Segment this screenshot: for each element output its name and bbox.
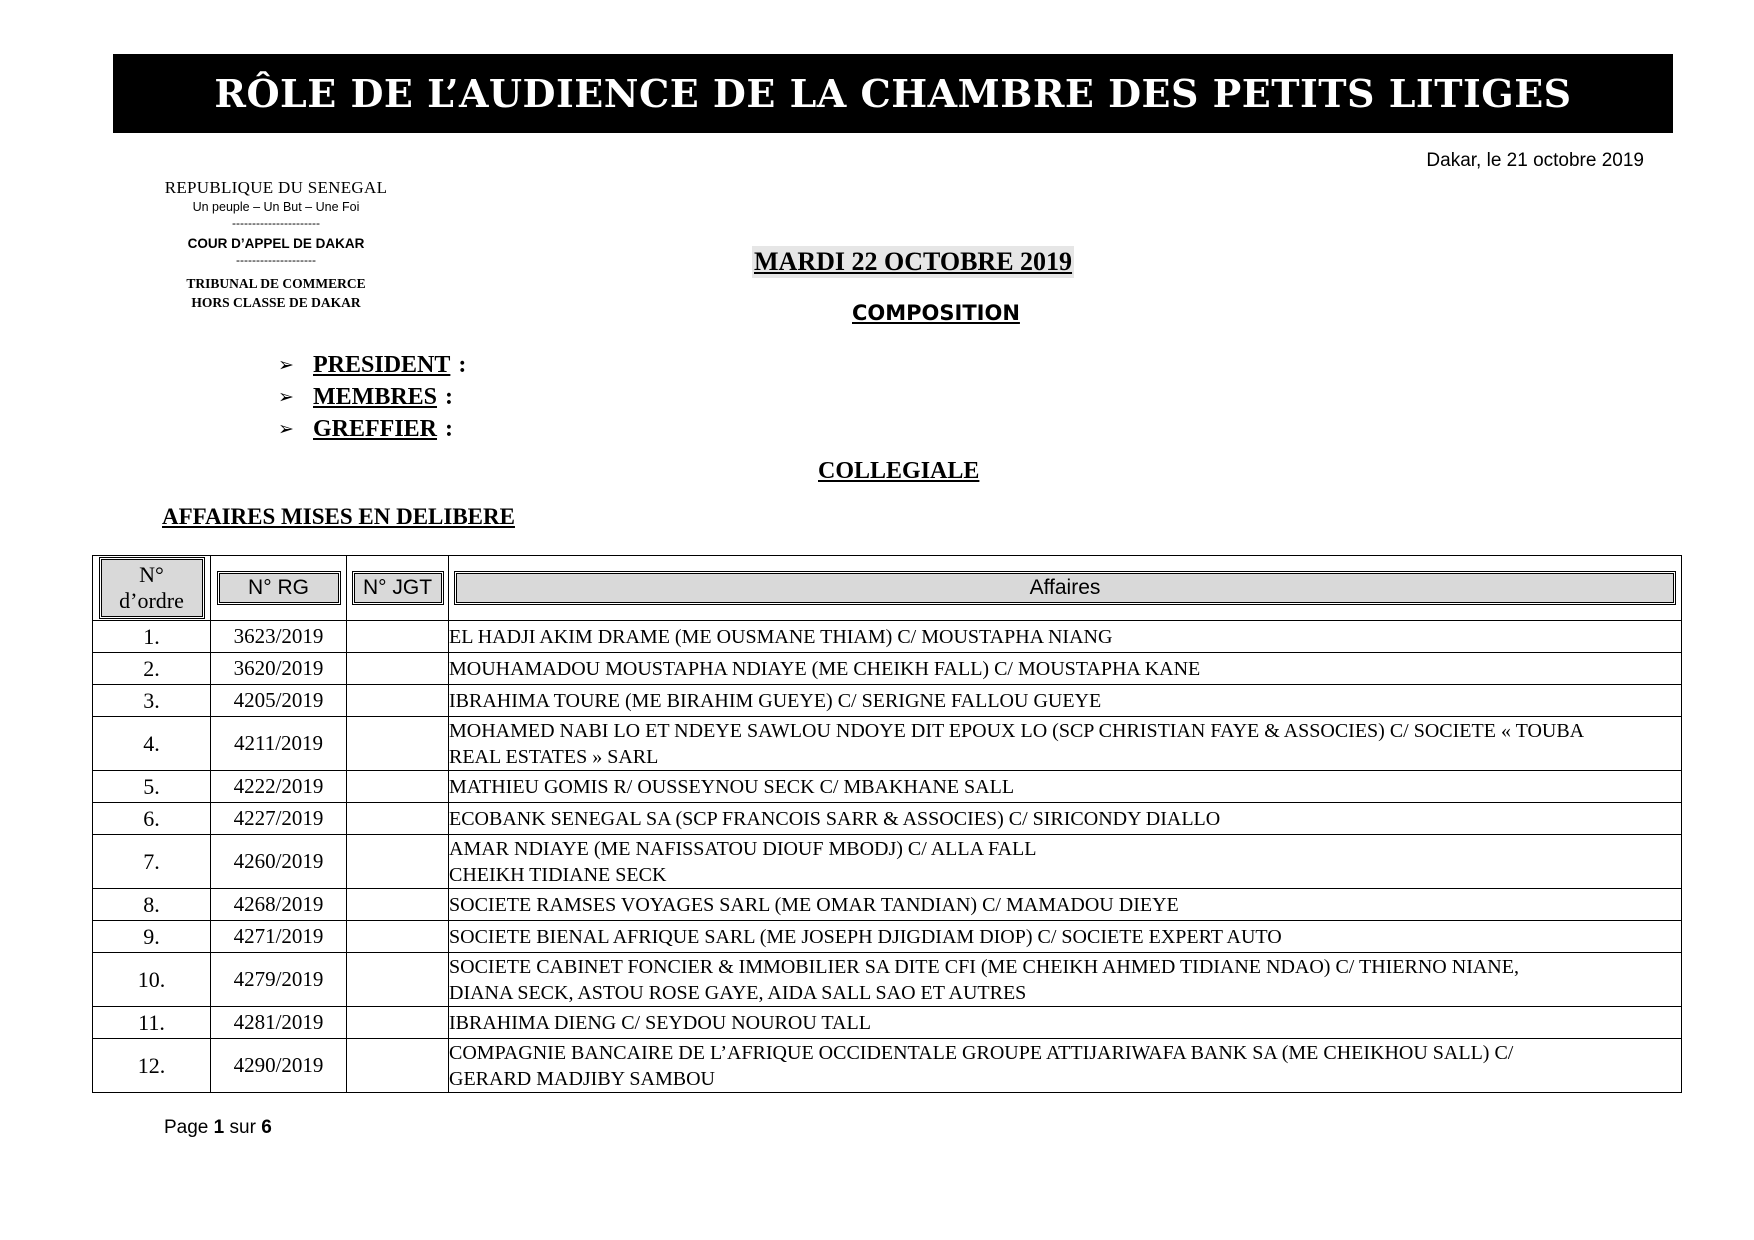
header-ordre-line: N° <box>139 562 164 587</box>
letterhead-separator: -------------------- <box>236 253 316 267</box>
page-number <box>164 1117 272 1139</box>
page-word: Page <box>164 1117 209 1138</box>
table-row <box>93 803 1682 835</box>
role-president <box>278 349 466 381</box>
arrow-bullet-icon: ➢ <box>278 418 294 440</box>
affaire-line: AMAR NDIAYE (ME NAFISSATOU DIOUF MBODJ) C/ ALLA FALL <box>449 837 1037 860</box>
table-row <box>93 621 1682 653</box>
hearing-date: MARDI 22 OCTOBRE 2019 <box>754 247 1073 276</box>
affaire-line: REAL ESTATES » SARL <box>449 745 659 768</box>
role-colon: : <box>445 383 454 410</box>
total-pages: 6 <box>261 1117 272 1138</box>
header-ordre <box>93 556 211 621</box>
table-row <box>93 953 1682 1007</box>
header-jgt <box>347 556 449 621</box>
cell-affaire <box>449 803 1682 835</box>
cell-rg: 4205/2019 <box>211 685 347 717</box>
role-greffier <box>278 413 466 445</box>
header-affaires <box>449 556 1682 621</box>
affaire-line: SOCIETE BIENAL AFRIQUE SARL (ME JOSEPH DJIGDIAM DIOP) C/ SOCIETE EXPERT AUTO <box>449 925 1282 948</box>
affaire-line: ECOBANK SENEGAL SA (SCP FRANCOIS SARR & ASSOCIES) C/ SIRICONDY DIALLO <box>449 807 1221 830</box>
affaire-line: MOUHAMADOU MOUSTAPHA NDIAYE (ME CHEIKH FALL) C/ MOUSTAPHA KANE <box>449 657 1201 680</box>
affaire-line: EL HADJI AKIM DRAME (ME OUSMANE THIAM) C/ MOUSTAPHA NIANG <box>449 625 1113 648</box>
affaire-line: GERARD MADJIBY SAMBOU <box>449 1067 715 1090</box>
section-title: AFFAIRES MISES EN DELIBERE <box>162 504 515 529</box>
role-colon: : <box>458 351 467 378</box>
role-membres <box>278 381 466 413</box>
cell-rg: 4222/2019 <box>211 771 347 803</box>
cell-rg: 4227/2019 <box>211 803 347 835</box>
letterhead-separator: ---------------------- <box>232 216 320 230</box>
table-row <box>93 1039 1682 1093</box>
affaire-line: MATHIEU GOMIS R/ OUSSEYNOU SECK C/ MBAKHANE SALL <box>449 775 1015 798</box>
table-row <box>93 717 1682 771</box>
cell-jgt <box>347 953 449 1007</box>
cell-jgt <box>347 771 449 803</box>
affaire-line: MOHAMED NABI LO ET NDEYE SAWLOU NDOYE DIT EPOUX LO (SCP CHRISTIAN FAYE & ASSOCIES) C/ SOCIETE « TOUBA <box>449 719 1585 742</box>
cell-affaire <box>449 653 1682 685</box>
role-colon: : <box>445 415 454 442</box>
letterhead-country: REPUBLIQUE DU SENEGAL <box>164 178 388 197</box>
table-row <box>93 1007 1682 1039</box>
affaire-line: DIANA SECK, ASTOU ROSE GAYE, AIDA SALL SAO ET AUTRES <box>449 981 1027 1004</box>
table-row <box>93 921 1682 953</box>
composition-roles <box>278 349 466 445</box>
of-word: sur <box>229 1117 256 1138</box>
cell-rg: 4290/2019 <box>211 1039 347 1093</box>
cell-jgt <box>347 685 449 717</box>
affaire-line: CHEIKH TIDIANE SECK <box>449 863 667 886</box>
table-row <box>93 889 1682 921</box>
cell-rg: 3623/2019 <box>211 621 347 653</box>
cell-ordre: 12. <box>93 1039 211 1093</box>
banner-title: RÔLE DE L’AUDIENCE DE LA CHAMBRE DES PETITS LITIGES <box>214 71 1572 116</box>
letterhead-tribunal-line: HORS CLASSE DE DAKAR <box>191 295 361 310</box>
cell-jgt <box>347 1039 449 1093</box>
cell-affaire <box>449 1039 1682 1093</box>
title-banner <box>113 54 1673 133</box>
role-label: MEMBRES <box>313 383 438 410</box>
current-page: 1 <box>213 1117 225 1138</box>
arrow-bullet-icon: ➢ <box>278 386 294 408</box>
cell-ordre: 4. <box>93 717 211 771</box>
date-line: Dakar, le 21 octobre 2019 <box>1426 150 1644 171</box>
cell-rg: 4211/2019 <box>211 717 347 771</box>
cell-affaire <box>449 621 1682 653</box>
header-rg <box>211 556 347 621</box>
cell-jgt <box>347 921 449 953</box>
cell-affaire <box>449 835 1682 889</box>
cell-affaire <box>449 685 1682 717</box>
letterhead <box>130 178 422 312</box>
cell-jgt <box>347 835 449 889</box>
cell-jgt <box>347 889 449 921</box>
cases-table <box>92 555 1682 1093</box>
affaire-line: SOCIETE CABINET FONCIER & IMMOBILIER SA DITE CFI (ME CHEIKH AHMED TIDIANE NDAO) C/ THIERNO NIANE, <box>449 955 1519 978</box>
affaire-line: IBRAHIMA TOURE (ME BIRAHIM GUEYE) C/ SERIGNE FALLOU GUEYE <box>449 689 1102 712</box>
affaire-line: SOCIETE RAMSES VOYAGES SARL (ME OMAR TANDIAN) C/ MAMADOU DIEYE <box>449 893 1179 916</box>
affaire-line: IBRAHIMA DIENG C/ SEYDOU NOUROU TALL <box>449 1011 871 1034</box>
header-ordre-line: d’ordre <box>119 588 184 613</box>
cell-rg: 3620/2019 <box>211 653 347 685</box>
cell-rg: 4268/2019 <box>211 889 347 921</box>
cell-jgt <box>347 717 449 771</box>
cell-affaire <box>449 717 1682 771</box>
cell-ordre: 3. <box>93 685 211 717</box>
cell-jgt <box>347 1007 449 1039</box>
arrow-bullet-icon: ➢ <box>278 354 294 376</box>
cell-ordre: 10. <box>93 953 211 1007</box>
composition-title: COMPOSITION <box>852 301 1020 325</box>
cell-ordre: 11. <box>93 1007 211 1039</box>
table-row <box>93 653 1682 685</box>
cell-rg: 4260/2019 <box>211 835 347 889</box>
cell-jgt <box>347 803 449 835</box>
affaire-line: COMPAGNIE BANCAIRE DE L’AFRIQUE OCCIDENTALE GROUPE ATTIJARIWAFA BANK SA (ME CHEIKHOU SALL) C/ <box>449 1041 1514 1064</box>
header-affaires-box: Affaires <box>456 573 1674 603</box>
cell-ordre: 5. <box>93 771 211 803</box>
letterhead-tribunal <box>130 274 422 312</box>
cell-jgt <box>347 621 449 653</box>
cell-ordre: 2. <box>93 653 211 685</box>
cell-affaire <box>449 921 1682 953</box>
letterhead-tribunal-line: TRIBUNAL DE COMMERCE <box>186 276 366 291</box>
cell-jgt <box>347 653 449 685</box>
cell-rg: 4281/2019 <box>211 1007 347 1039</box>
letterhead-motto: Un peuple – Un But – Une Foi <box>192 200 360 214</box>
cell-affaire <box>449 1007 1682 1039</box>
cell-rg: 4279/2019 <box>211 953 347 1007</box>
table-header-row <box>93 556 1682 621</box>
role-label: PRESIDENT <box>313 351 451 378</box>
role-label: GREFFIER <box>313 415 438 442</box>
header-rg-box: N° RG <box>219 573 339 603</box>
table-row <box>93 771 1682 803</box>
cell-ordre: 9. <box>93 921 211 953</box>
cell-affaire <box>449 889 1682 921</box>
table-row <box>93 685 1682 717</box>
cell-ordre: 1. <box>93 621 211 653</box>
cell-ordre: 6. <box>93 803 211 835</box>
formation-title: COLLEGIALE <box>818 458 980 484</box>
header-jgt-box: N° JGT <box>354 573 442 603</box>
letterhead-court: COUR D’APPEL DE DAKAR <box>187 236 365 251</box>
cell-affaire <box>449 953 1682 1007</box>
cell-rg: 4271/2019 <box>211 921 347 953</box>
cell-ordre: 8. <box>93 889 211 921</box>
header-ordre-box <box>101 559 203 617</box>
table-row <box>93 835 1682 889</box>
cell-affaire <box>449 771 1682 803</box>
cell-ordre: 7. <box>93 835 211 889</box>
